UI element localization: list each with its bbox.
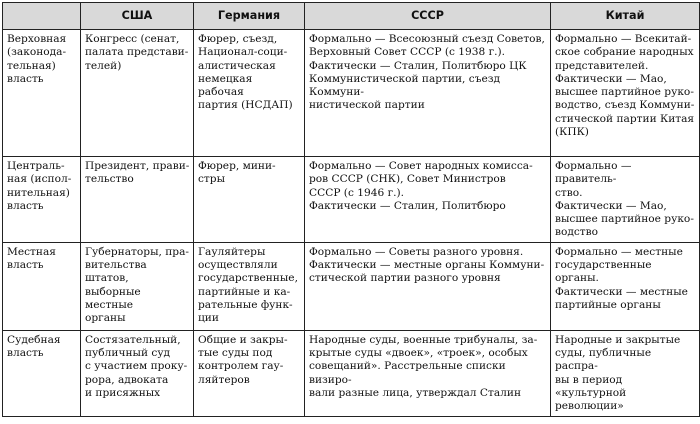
cell-ussr-local [305, 242, 551, 330]
cell-line: совещаний». Расстрельные списки визиро- [309, 360, 506, 386]
cell-line: высшее партийное руко- [555, 213, 694, 226]
cell-line: (КПК) [555, 126, 589, 139]
cell-line: осуществляли [198, 259, 278, 272]
cell-line: революции» [555, 400, 624, 413]
cell-line: власть [7, 72, 44, 85]
cell-line: Фюрер, мини- [198, 160, 276, 172]
cell-line: ство. [555, 186, 583, 199]
cell-line: водство [555, 226, 599, 239]
cell-line: государственные органы. [555, 259, 652, 285]
cell-line: Судебная [7, 333, 61, 346]
cell-line: Народные суды, военные трибуналы, за- [309, 333, 538, 346]
cell-line: Формально — местные [555, 245, 683, 258]
cell-line: ная (испол- [7, 173, 72, 186]
cell-line: (законода- [7, 46, 67, 59]
cell-china-local [551, 242, 700, 330]
cell-line: Формально — Всесоюзный съезд Советов, [309, 33, 545, 45]
cell-line: ции [198, 312, 219, 325]
cell-line: Верховный Совет СССР (с 1938 г.). [309, 46, 506, 59]
cell-line: Фактически — Сталин, Политбюро [309, 199, 506, 212]
cell-line: органы [85, 312, 126, 325]
cell-line: палата представи- [85, 46, 189, 59]
cell-line: тые суды под [198, 347, 273, 360]
cell-usa-local [81, 242, 194, 330]
cell-usa-judicial [81, 330, 194, 416]
cell-line: власть [7, 347, 44, 360]
cell-line: крытые суды «двоек», «троек», особых [309, 347, 528, 360]
cell-germany-executive [194, 157, 305, 243]
cell-line: вительства штатов, [85, 259, 147, 285]
cell-line: Фактически — Мао, [555, 72, 667, 85]
table-row [3, 330, 700, 416]
cell-line: СССР (с 1946 г.). [309, 186, 404, 199]
header-usa: США [81, 3, 194, 30]
cell-line: Губернаторы, пра- [85, 245, 189, 258]
cell-line: тельная) [7, 59, 56, 72]
header-china: Китай [551, 3, 700, 30]
cell-germany-judicial [194, 330, 305, 416]
cell-line: вали разные лица, утверждал Сталин [309, 386, 522, 399]
cell-usa-executive [81, 157, 194, 243]
cell-line: Президент, прави- [85, 160, 190, 172]
cell-line: партия (НСДАП) [198, 99, 293, 112]
cell-line: Состязательный, [85, 333, 181, 346]
cell-line: Верховная [7, 33, 67, 45]
cell-line: Фактически — местные органы Коммуни- [309, 259, 545, 272]
cell-line: нительная) [7, 186, 70, 199]
row-label-judicial [3, 330, 81, 416]
cell-line: высшее партийное руко- [555, 86, 694, 99]
cell-line: рора, адвоката [85, 373, 169, 386]
cell-line: Формально — Всекитай- [555, 33, 692, 45]
cell-line: рательные функ- [198, 298, 293, 311]
cell-line: Формально — правитель- [555, 160, 632, 186]
cell-germany-legislative [194, 30, 305, 157]
cell-line: нистической партии [309, 99, 425, 112]
cell-line: суды, публичные распра- [555, 347, 652, 373]
cell-line: партийные органы [555, 298, 661, 311]
cell-line: телей) [85, 59, 122, 72]
row-label-executive [3, 157, 81, 243]
cell-line: государственные, [198, 272, 298, 285]
cell-line: Национал-соци- [198, 46, 288, 59]
cell-line: выборные местные [85, 285, 141, 311]
table-row [3, 30, 700, 157]
cell-line: власть [7, 259, 44, 272]
cell-line: Местная [7, 245, 56, 258]
cell-line: контролем гау- [198, 360, 284, 373]
cell-line: немецкая рабочая [198, 72, 253, 99]
cell-line: представителей. [555, 59, 649, 72]
cell-line: публичный суд [85, 347, 171, 360]
cell-line: Централь- [7, 160, 65, 172]
cell-line: Общие и закры- [198, 333, 288, 346]
cell-line: власть [7, 199, 44, 212]
cell-line: ское собрание народных [555, 46, 694, 59]
cell-line: Конгресс (сенат, [85, 33, 180, 45]
header-ussr: СССР [305, 3, 551, 30]
table-row [3, 242, 700, 330]
header-germany: Германия [194, 3, 305, 30]
cell-china-executive [551, 157, 700, 243]
cell-ussr-executive [305, 157, 551, 243]
cell-ussr-legislative [305, 30, 551, 157]
cell-line: стры [198, 173, 226, 186]
cell-line: Народные и закрытые [555, 333, 681, 346]
cell-line: Фактически — местные [555, 285, 688, 298]
cell-line: вы в период «культурной [555, 373, 627, 399]
header-row [3, 3, 700, 30]
cell-ussr-judicial [305, 330, 551, 416]
cell-line: тельство [85, 173, 134, 186]
cell-germany-local [194, 242, 305, 330]
cell-line: Формально — Советы разного уровня. [309, 245, 524, 258]
cell-line: водство, съезд Коммуни- [555, 99, 695, 112]
cell-line: стической партии Китая [555, 112, 695, 125]
cell-line: Фюрер, съезд, [198, 33, 278, 45]
header-corner [3, 3, 81, 30]
cell-china-judicial [551, 330, 700, 416]
cell-line: с участием проку- [85, 360, 188, 373]
cell-line: стической партии разного уровня [309, 272, 501, 285]
comparison-table [2, 2, 700, 417]
cell-line: и присяжных [85, 386, 161, 399]
cell-line: Формально — Совет народных комисса- [309, 160, 533, 172]
cell-line: Гауляйтеры [198, 245, 266, 258]
row-label-legislative [3, 30, 81, 157]
cell-line: партийные и ка- [198, 285, 291, 298]
table-row [3, 157, 700, 243]
cell-line: ляйтеров [198, 373, 250, 386]
cell-line: ров СССР (СНК), Совет Министров [309, 173, 506, 186]
cell-line: алистическая [198, 59, 276, 72]
cell-line: Фактически — Сталин, Политбюро ЦК [309, 59, 527, 72]
cell-usa-legislative [81, 30, 194, 157]
cell-line: Коммунистической партии, съезд Коммуни- [309, 72, 501, 99]
cell-china-legislative [551, 30, 700, 157]
row-label-local [3, 242, 81, 330]
cell-line: Фактически — Мао, [555, 199, 667, 212]
